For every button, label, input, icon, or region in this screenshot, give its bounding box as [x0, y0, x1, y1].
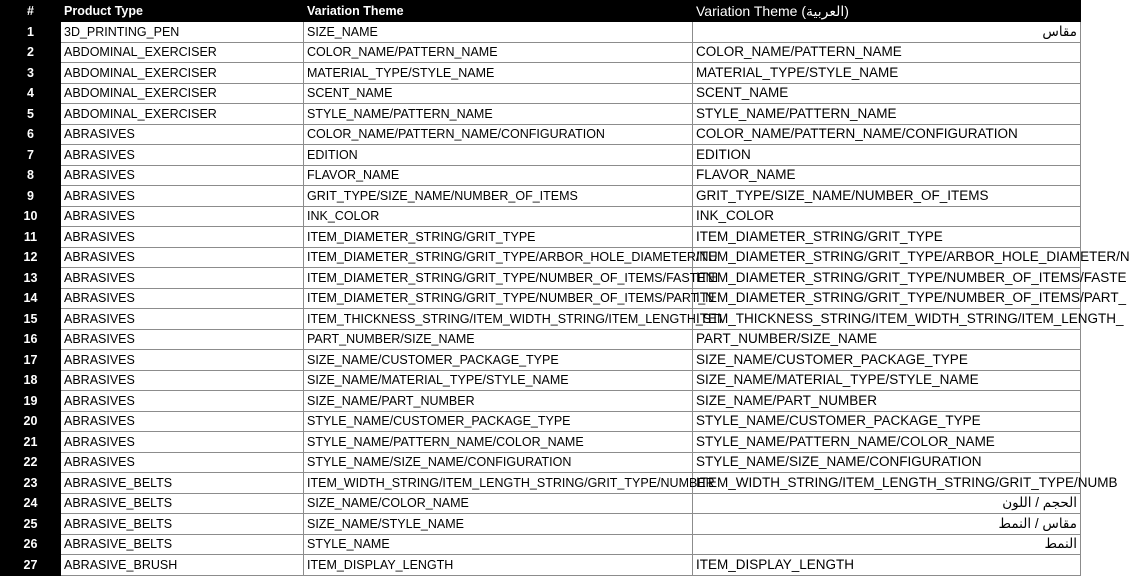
product-type-cell[interactable]: ABDOMINAL_EXERCISER	[61, 42, 304, 63]
variation-theme-cell[interactable]: COLOR_NAME/PATTERN_NAME	[304, 42, 693, 63]
variation-theme-arabic-cell[interactable]: ITEM_DIAMETER_STRING/GRIT_TYPE/NUMBER_OF_ITEMS/PART_	[693, 288, 1081, 309]
variation-theme-arabic-cell[interactable]: STYLE_NAME/PATTERN_NAME	[693, 104, 1081, 125]
row-number-cell[interactable]: 6	[1, 124, 61, 145]
table-row	[1, 391, 1081, 412]
variation-theme-arabic-cell[interactable]: INK_COLOR	[693, 206, 1081, 227]
variation-theme-cell[interactable]: SIZE_NAME	[304, 22, 693, 43]
header-product-type[interactable]: Product Type	[61, 1, 304, 22]
product-type-cell[interactable]: ABRASIVES	[61, 145, 304, 166]
table-row	[1, 104, 1081, 125]
variation-theme-cell[interactable]: ITEM_WIDTH_STRING/ITEM_LENGTH_STRING/GRIT_TYPE/NUMBER	[304, 473, 693, 494]
variation-theme-arabic-cell[interactable]: النمط	[693, 534, 1081, 555]
variation-theme-arabic-cell[interactable]: GRIT_TYPE/SIZE_NAME/NUMBER_OF_ITEMS	[693, 186, 1081, 207]
variation-theme-arabic-cell[interactable]: EDITION	[693, 145, 1081, 166]
variation-theme-cell[interactable]: SIZE_NAME/COLOR_NAME	[304, 493, 693, 514]
variation-theme-cell[interactable]: ITEM_DIAMETER_STRING/GRIT_TYPE/ARBOR_HOLE_DIAMETER/NU	[304, 247, 693, 268]
row-number-cell[interactable]: 2	[1, 42, 61, 63]
row-number-cell[interactable]: 24	[1, 493, 61, 514]
table-row	[1, 227, 1081, 248]
header-variation-theme-arabic[interactable]: Variation Theme (العربية)	[693, 1, 1081, 22]
variation-theme-cell[interactable]: ITEM_THICKNESS_STRING/ITEM_WIDTH_STRING/ITEM_LENGTH_STI	[304, 309, 693, 330]
product-type-cell[interactable]: ABRASIVES	[61, 309, 304, 330]
variation-theme-cell[interactable]: ITEM_DISPLAY_LENGTH	[304, 555, 693, 576]
row-number-cell[interactable]: 13	[1, 268, 61, 289]
product-type-cell[interactable]: ABRASIVES	[61, 432, 304, 453]
variation-theme-arabic-cell[interactable]: مقاس / النمط	[693, 514, 1081, 535]
row-number-cell[interactable]: 14	[1, 288, 61, 309]
row-number-cell[interactable]: 21	[1, 432, 61, 453]
product-type-cell[interactable]: ABRASIVES	[61, 391, 304, 412]
table-row	[1, 63, 1081, 84]
variation-theme-cell[interactable]: STYLE_NAME	[304, 534, 693, 555]
variation-theme-arabic-cell[interactable]: SIZE_NAME/PART_NUMBER	[693, 391, 1081, 412]
variation-theme-arabic-cell[interactable]: SIZE_NAME/MATERIAL_TYPE/STYLE_NAME	[693, 370, 1081, 391]
variation-theme-cell[interactable]: MATERIAL_TYPE/STYLE_NAME	[304, 63, 693, 84]
table-row	[1, 514, 1081, 535]
table-row	[1, 473, 1081, 494]
variation-theme-cell[interactable]: STYLE_NAME/CUSTOMER_PACKAGE_TYPE	[304, 411, 693, 432]
table-row	[1, 534, 1081, 555]
product-type-cell[interactable]: ABRASIVE_BELTS	[61, 493, 304, 514]
product-type-cell[interactable]: ABRASIVE_BRUSH	[61, 555, 304, 576]
variation-theme-arabic-cell[interactable]: ITEM_DIAMETER_STRING/GRIT_TYPE/ARBOR_HOLE_DIAMETER/N	[693, 247, 1081, 268]
variation-theme-cell[interactable]: SIZE_NAME/STYLE_NAME	[304, 514, 693, 535]
product-type-cell[interactable]: ABRASIVES	[61, 268, 304, 289]
variation-theme-cell[interactable]: STYLE_NAME/PATTERN_NAME	[304, 104, 693, 125]
product-type-cell[interactable]: ABRASIVE_BELTS	[61, 514, 304, 535]
variation-theme-cell[interactable]: ITEM_DIAMETER_STRING/GRIT_TYPE/NUMBER_OF_ITEMS/FASTENI	[304, 268, 693, 289]
variation-theme-cell[interactable]: SCENT_NAME	[304, 83, 693, 104]
header-row	[1, 1, 1081, 22]
table-row	[1, 22, 1081, 43]
product-type-cell[interactable]: ABRASIVES	[61, 370, 304, 391]
table-row	[1, 206, 1081, 227]
table-row	[1, 555, 1081, 576]
variation-theme-cell[interactable]: INK_COLOR	[304, 206, 693, 227]
variation-theme-arabic-cell[interactable]: PART_NUMBER/SIZE_NAME	[693, 329, 1081, 350]
variation-theme-arabic-cell[interactable]: STYLE_NAME/PATTERN_NAME/COLOR_NAME	[693, 432, 1081, 453]
product-type-cell[interactable]: ABRASIVES	[61, 186, 304, 207]
table-row	[1, 268, 1081, 289]
table-row	[1, 493, 1081, 514]
variation-theme-arabic-cell[interactable]: MATERIAL_TYPE/STYLE_NAME	[693, 63, 1081, 84]
table-row	[1, 309, 1081, 330]
variation-theme-arabic-cell[interactable]: SIZE_NAME/CUSTOMER_PACKAGE_TYPE	[693, 350, 1081, 371]
product-type-cell[interactable]: ABRASIVES	[61, 350, 304, 371]
row-number-cell[interactable]: 15	[1, 309, 61, 330]
product-type-cell[interactable]: ABRASIVE_BELTS	[61, 473, 304, 494]
variation-theme-cell[interactable]: GRIT_TYPE/SIZE_NAME/NUMBER_OF_ITEMS	[304, 186, 693, 207]
variation-theme-arabic-cell[interactable]: STYLE_NAME/CUSTOMER_PACKAGE_TYPE	[693, 411, 1081, 432]
product-type-cell[interactable]: ABRASIVES	[61, 452, 304, 473]
variation-theme-arabic-cell[interactable]: ITEM_THICKNESS_STRING/ITEM_WIDTH_STRING/ITEM_LENGTH_	[693, 309, 1081, 330]
table-row	[1, 329, 1081, 350]
variation-theme-arabic-cell[interactable]: COLOR_NAME/PATTERN_NAME	[693, 42, 1081, 63]
table-row	[1, 145, 1081, 166]
variation-theme-cell[interactable]: STYLE_NAME/PATTERN_NAME/COLOR_NAME	[304, 432, 693, 453]
table-row	[1, 247, 1081, 268]
table-row	[1, 411, 1081, 432]
variation-theme-cell[interactable]: SIZE_NAME/PART_NUMBER	[304, 391, 693, 412]
table-row	[1, 42, 1081, 63]
row-number-cell[interactable]: 25	[1, 514, 61, 535]
row-number-cell[interactable]: 3	[1, 63, 61, 84]
variation-theme-arabic-cell[interactable]: FLAVOR_NAME	[693, 165, 1081, 186]
product-type-cell[interactable]: ABRASIVES	[61, 329, 304, 350]
variation-theme-arabic-cell[interactable]: STYLE_NAME/SIZE_NAME/CONFIGURATION	[693, 452, 1081, 473]
table-row	[1, 432, 1081, 453]
product-type-cell[interactable]: ABRASIVES	[61, 165, 304, 186]
product-type-cell[interactable]: ABRASIVES	[61, 227, 304, 248]
row-number-cell[interactable]: 1	[1, 22, 61, 43]
variation-theme-arabic-cell[interactable]: ITEM_DIAMETER_STRING/GRIT_TYPE/NUMBER_OF_ITEMS/FASTE	[693, 268, 1081, 289]
row-number-cell[interactable]: 10	[1, 206, 61, 227]
row-number-cell[interactable]: 26	[1, 534, 61, 555]
product-type-cell[interactable]: ABRASIVES	[61, 124, 304, 145]
variation-theme-cell[interactable]: ITEM_DIAMETER_STRING/GRIT_TYPE	[304, 227, 693, 248]
variation-theme-arabic-cell[interactable]: الحجم / اللون	[693, 493, 1081, 514]
row-number-cell[interactable]: 20	[1, 411, 61, 432]
table-row	[1, 124, 1081, 145]
product-type-cell[interactable]: ABDOMINAL_EXERCISER	[61, 104, 304, 125]
row-number-cell[interactable]: 12	[1, 247, 61, 268]
row-number-cell[interactable]: 4	[1, 83, 61, 104]
variation-theme-arabic-cell[interactable]: COLOR_NAME/PATTERN_NAME/CONFIGURATION	[693, 124, 1081, 145]
variation-theme-arabic-cell[interactable]: SCENT_NAME	[693, 83, 1081, 104]
table-row	[1, 350, 1081, 371]
row-number-cell[interactable]: 22	[1, 452, 61, 473]
product-type-cell[interactable]: 3D_PRINTING_PEN	[61, 22, 304, 43]
row-number-cell[interactable]: 23	[1, 473, 61, 494]
row-number-cell[interactable]: 16	[1, 329, 61, 350]
product-type-cell[interactable]: ABRASIVES	[61, 206, 304, 227]
variation-theme-arabic-cell[interactable]: ITEM_DIAMETER_STRING/GRIT_TYPE	[693, 227, 1081, 248]
row-number-cell[interactable]: 27	[1, 555, 61, 576]
row-number-cell[interactable]: 18	[1, 370, 61, 391]
variation-theme-cell[interactable]: FLAVOR_NAME	[304, 165, 693, 186]
row-number-cell[interactable]: 9	[1, 186, 61, 207]
row-number-cell[interactable]: 19	[1, 391, 61, 412]
variation-theme-cell[interactable]: COLOR_NAME/PATTERN_NAME/CONFIGURATION	[304, 124, 693, 145]
variation-theme-cell[interactable]: PART_NUMBER/SIZE_NAME	[304, 329, 693, 350]
product-type-cell[interactable]: ABRASIVES	[61, 411, 304, 432]
product-type-cell[interactable]: ABRASIVES	[61, 247, 304, 268]
product-type-cell[interactable]: ABDOMINAL_EXERCISER	[61, 83, 304, 104]
variation-theme-cell[interactable]: STYLE_NAME/SIZE_NAME/CONFIGURATION	[304, 452, 693, 473]
table-row	[1, 452, 1081, 473]
row-number-cell[interactable]: 8	[1, 165, 61, 186]
variation-theme-cell[interactable]: SIZE_NAME/CUSTOMER_PACKAGE_TYPE	[304, 350, 693, 371]
row-number-cell[interactable]: 11	[1, 227, 61, 248]
product-type-cell[interactable]: ABRASIVE_BELTS	[61, 534, 304, 555]
variation-theme-arabic-cell[interactable]: ITEM_DISPLAY_LENGTH	[693, 555, 1081, 576]
product-type-cell[interactable]: ABRASIVES	[61, 288, 304, 309]
table-row	[1, 165, 1081, 186]
variation-theme-cell[interactable]: EDITION	[304, 145, 693, 166]
variation-theme-arabic-cell[interactable]: ITEM_WIDTH_STRING/ITEM_LENGTH_STRING/GRIT_TYPE/NUMB	[693, 473, 1081, 494]
variation-theme-cell[interactable]: SIZE_NAME/MATERIAL_TYPE/STYLE_NAME	[304, 370, 693, 391]
table-row	[1, 288, 1081, 309]
table-row	[1, 83, 1081, 104]
table-row	[1, 186, 1081, 207]
row-number-cell[interactable]: 17	[1, 350, 61, 371]
variation-theme-cell[interactable]: ITEM_DIAMETER_STRING/GRIT_TYPE/NUMBER_OF_ITEMS/PART_N	[304, 288, 693, 309]
row-number-cell[interactable]: 7	[1, 145, 61, 166]
table-row	[1, 370, 1081, 391]
header-variation-theme[interactable]: Variation Theme	[304, 1, 693, 22]
header-row-number[interactable]: #	[1, 1, 61, 22]
row-number-cell[interactable]: 5	[1, 104, 61, 125]
variation-theme-arabic-cell[interactable]: مقاس	[693, 22, 1081, 43]
product-type-cell[interactable]: ABDOMINAL_EXERCISER	[61, 63, 304, 84]
